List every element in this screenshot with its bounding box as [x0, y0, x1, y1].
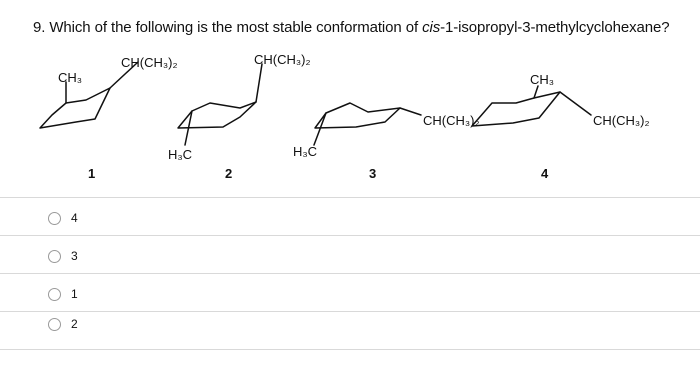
divider — [0, 235, 700, 236]
struct3-right-label: CH(CH₃)₂ — [423, 113, 480, 128]
chair-structure-3 — [314, 103, 421, 145]
divider — [0, 311, 700, 312]
divider — [0, 349, 700, 350]
struct1-number: 1 — [88, 166, 96, 181]
struct2-bottom-label: H₃C — [168, 147, 193, 162]
chair-structure-4 — [472, 86, 591, 126]
struct4-right-label: CH(CH₃)₂ — [593, 113, 650, 128]
option-4[interactable] — [48, 211, 78, 225]
struct2-top-label: CH(CH₃)₂ — [254, 52, 311, 67]
struct1-top-label: CH(CH₃)₂ — [121, 55, 178, 70]
question-cis: cis — [422, 19, 441, 36]
option-2[interactable] — [48, 317, 78, 331]
radio-button[interactable] — [48, 318, 61, 331]
struct2-number: 2 — [225, 166, 233, 181]
struct4-number: 4 — [541, 166, 549, 181]
option-label: 4 — [71, 211, 78, 225]
struct3-bottom-label: H₃C — [293, 144, 318, 159]
radio-button[interactable] — [48, 288, 61, 301]
chair-structure-1 — [40, 62, 138, 128]
radio-button[interactable] — [48, 250, 61, 263]
question-suffix: -1-isopropyl-3-methylcyclohexane? — [440, 19, 670, 36]
struct3-number: 3 — [369, 166, 377, 181]
option-label: 3 — [71, 249, 78, 263]
divider — [0, 273, 700, 274]
option-label: 2 — [71, 317, 78, 331]
struct4-top-label: CH₃ — [530, 72, 555, 87]
option-1[interactable] — [48, 287, 78, 301]
question-prefix: 9. Which of the following is the most stable conformation of — [33, 19, 423, 36]
radio-button[interactable] — [48, 212, 61, 225]
option-label: 1 — [71, 287, 78, 301]
chair-structure-2 — [178, 64, 262, 145]
struct1-left-label: CH₃ — [58, 70, 83, 85]
option-3[interactable] — [48, 249, 78, 263]
